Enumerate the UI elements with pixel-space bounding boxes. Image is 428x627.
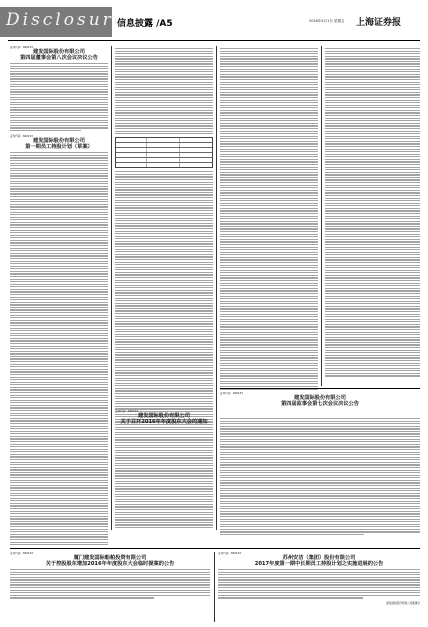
stock-code: 证券代码：600153 bbox=[10, 46, 33, 49]
column-divider bbox=[214, 552, 215, 622]
announcement-subtitle: 第四届监事会第七次会议决议公告 bbox=[281, 401, 359, 407]
announcement-subtitle: 关于召开2016年年度股东大会的通知 bbox=[120, 419, 208, 425]
announcement bbox=[115, 410, 213, 434]
brand-title: Disclosure bbox=[6, 10, 127, 30]
stock-code: 证券代码：600153 bbox=[10, 135, 33, 139]
column-divider bbox=[321, 46, 322, 386]
announcement bbox=[10, 552, 210, 624]
announcement-body bbox=[220, 416, 420, 536]
column-divider bbox=[111, 46, 112, 530]
announcement-title: 建发国际股份有限公司 bbox=[138, 413, 190, 419]
announcement bbox=[10, 46, 108, 131]
body-text bbox=[115, 171, 213, 530]
stock-code: 证券代码：600153 bbox=[220, 392, 243, 395]
announcement-title: 建发国际股份有限公司 bbox=[294, 395, 346, 401]
column-divider bbox=[216, 46, 217, 530]
stock-code: 证券代码：600153 bbox=[115, 410, 138, 413]
paper-name: 上海证券报 bbox=[356, 18, 402, 28]
stock-code: 证券代码：600153 bbox=[218, 552, 241, 555]
section-label: 信息披露 /A5 bbox=[117, 19, 173, 29]
block-rule bbox=[220, 388, 420, 389]
announcement-title: 苏州安洁（集团）股份有限公司 bbox=[282, 555, 356, 561]
body-text bbox=[325, 48, 420, 377]
body-text bbox=[218, 569, 420, 599]
announcement-title: 厦门建发国际船舶投资有限公司 bbox=[73, 555, 147, 561]
announcement-subtitle: 第四届董事会第八次会议决议公告 bbox=[20, 55, 98, 61]
announcement bbox=[220, 392, 420, 412]
body-text bbox=[220, 48, 318, 390]
body-text bbox=[115, 48, 213, 134]
column-left bbox=[10, 46, 108, 546]
data-table bbox=[115, 137, 213, 168]
announcement-subtitle: 2017年度第一期中长期员工持股计划之实施进展的公告 bbox=[254, 561, 384, 567]
masthead bbox=[0, 0, 428, 44]
announcement-title: 建发国际股份有限公司 bbox=[33, 49, 85, 55]
bottom-rule bbox=[10, 548, 420, 549]
announcement bbox=[10, 135, 108, 546]
column-mid-right bbox=[220, 46, 318, 396]
body-text bbox=[10, 569, 210, 599]
masthead-rule bbox=[8, 40, 420, 41]
signature: 建发国际股份有限公司董事会 bbox=[386, 601, 420, 605]
issue-date: 2016年4月1日 星期五 bbox=[309, 19, 345, 23]
body-text bbox=[10, 152, 108, 546]
announcement bbox=[218, 552, 420, 624]
stock-code: 证券代码：600153 bbox=[10, 552, 33, 555]
body-text bbox=[10, 63, 108, 131]
column-mid-left bbox=[115, 46, 213, 530]
announcement-subtitle: 第一期员工持股计划（草案） bbox=[25, 144, 93, 151]
announcement-subtitle: 关于控股股东增加2016年年度股东大会临时提案的公告 bbox=[45, 561, 175, 567]
announcement-title: 建发国际股份有限公司 bbox=[33, 138, 85, 145]
column-right bbox=[325, 46, 420, 386]
body-text bbox=[220, 418, 420, 535]
